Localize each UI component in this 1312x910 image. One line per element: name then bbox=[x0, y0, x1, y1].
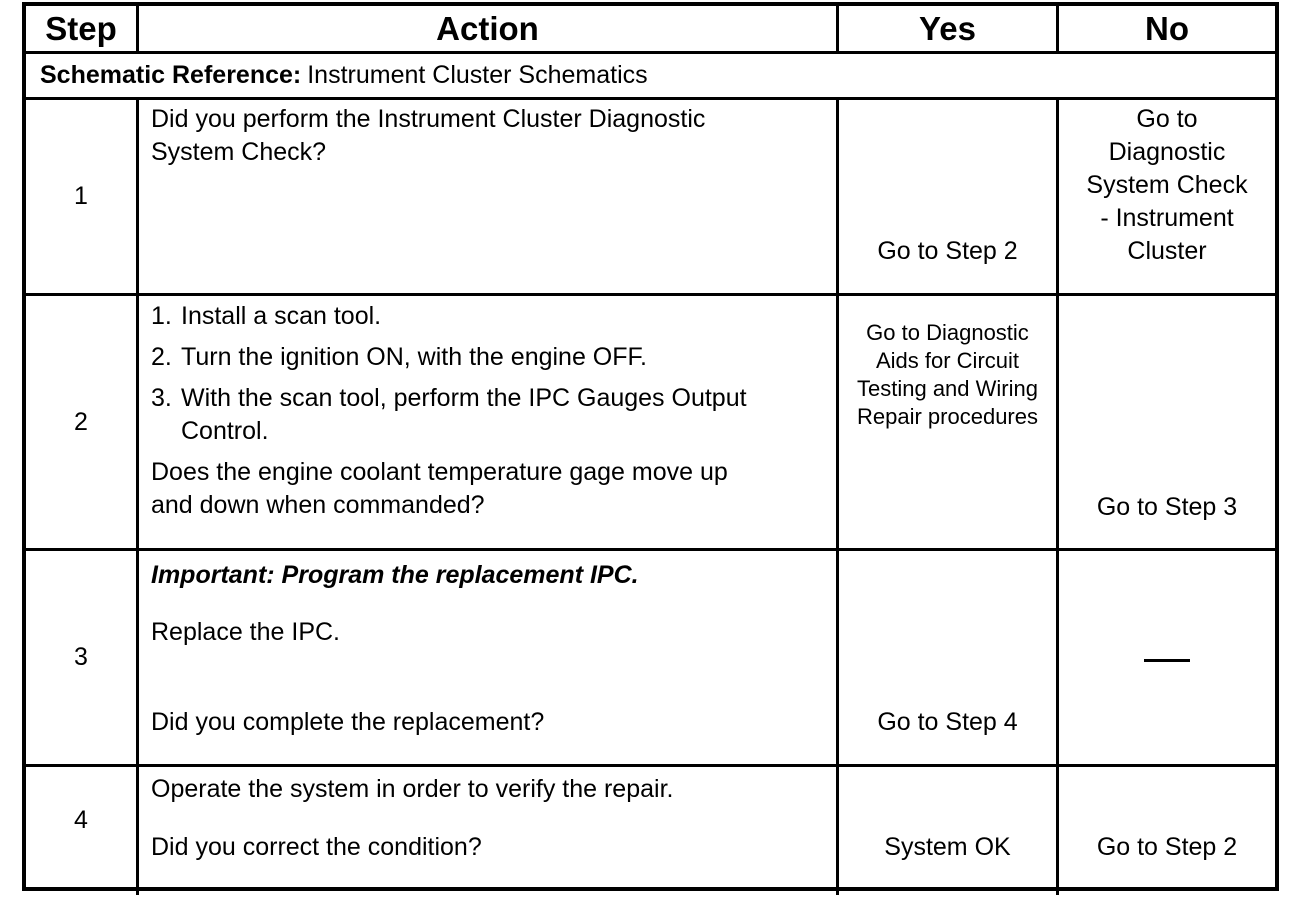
step-number: 2 bbox=[74, 407, 88, 436]
step-3-question: Did you complete the replacement? bbox=[151, 708, 545, 736]
step-1-no-link[interactable] bbox=[1059, 103, 1275, 268]
yes-line: Repair procedures bbox=[857, 404, 1038, 429]
step-3-action: Replace the IPC. bbox=[151, 618, 340, 646]
schematic-reference-label: Schematic Reference: bbox=[40, 61, 302, 89]
step-number: 1 bbox=[74, 182, 88, 210]
step-1-yes-link[interactable]: Go to Step 2 bbox=[877, 237, 1018, 265]
procedure-list bbox=[151, 300, 822, 448]
question-line: Does the engine coolant temperature gage move up bbox=[151, 458, 728, 486]
list-item: 3. With the scan tool, perform the IPC Gauges Output Control. bbox=[151, 384, 747, 445]
important-note: Important: Program the replacement IPC. bbox=[151, 561, 639, 589]
step-4-yes-link[interactable]: System OK bbox=[884, 833, 1011, 861]
schematic-reference-link[interactable]: Instrument Cluster Schematics bbox=[307, 61, 648, 89]
step-4-no-link[interactable]: Go to Step 2 bbox=[1096, 833, 1238, 861]
diagnostic-table bbox=[22, 2, 1279, 891]
step-2-yes-link[interactable] bbox=[839, 319, 1056, 431]
header-step: Step bbox=[45, 9, 117, 47]
yes-line: Aids for Circuit bbox=[875, 348, 1020, 373]
header-no: No bbox=[1145, 9, 1189, 47]
row-divider bbox=[26, 548, 1275, 551]
schematic-reference bbox=[26, 54, 1275, 97]
no-line: Diagnostic bbox=[1108, 138, 1226, 166]
row-divider bbox=[26, 293, 1275, 296]
step-number: 4 bbox=[74, 805, 88, 834]
step-2-action bbox=[139, 300, 836, 522]
step-4-action: Operate the system in order to verify the repair. bbox=[151, 775, 674, 803]
question-line: and down when commanded? bbox=[151, 491, 485, 519]
step-number: 3 bbox=[74, 643, 88, 671]
yes-line: Go to Diagnostic bbox=[866, 320, 1029, 345]
yes-line: Testing and Wiring bbox=[857, 376, 1038, 401]
action-line: System Check? bbox=[151, 138, 327, 166]
column-divider bbox=[836, 97, 839, 895]
list-item: 2. Turn the ignition ON, with the engine OFF. bbox=[151, 343, 647, 371]
row-divider bbox=[26, 764, 1275, 767]
header-action: Action bbox=[436, 9, 539, 47]
no-line: System Check bbox=[1086, 171, 1248, 199]
list-item: 1. Install a scan tool. bbox=[151, 302, 382, 330]
step-3-yes-link[interactable]: Go to Step 4 bbox=[877, 708, 1018, 736]
no-line: Go to bbox=[1136, 105, 1198, 133]
action-line: Did you perform the Instrument Cluster Diagnostic bbox=[151, 105, 706, 133]
no-action-dash bbox=[1144, 659, 1190, 662]
no-line: - Instrument bbox=[1100, 204, 1234, 232]
step-4-question: Did you correct the condition? bbox=[151, 833, 482, 861]
step-2-no-link[interactable]: Go to Step 3 bbox=[1096, 493, 1238, 521]
header-yes: Yes bbox=[919, 9, 976, 47]
step-1-action bbox=[139, 100, 836, 293]
no-line: Cluster bbox=[1127, 237, 1207, 265]
